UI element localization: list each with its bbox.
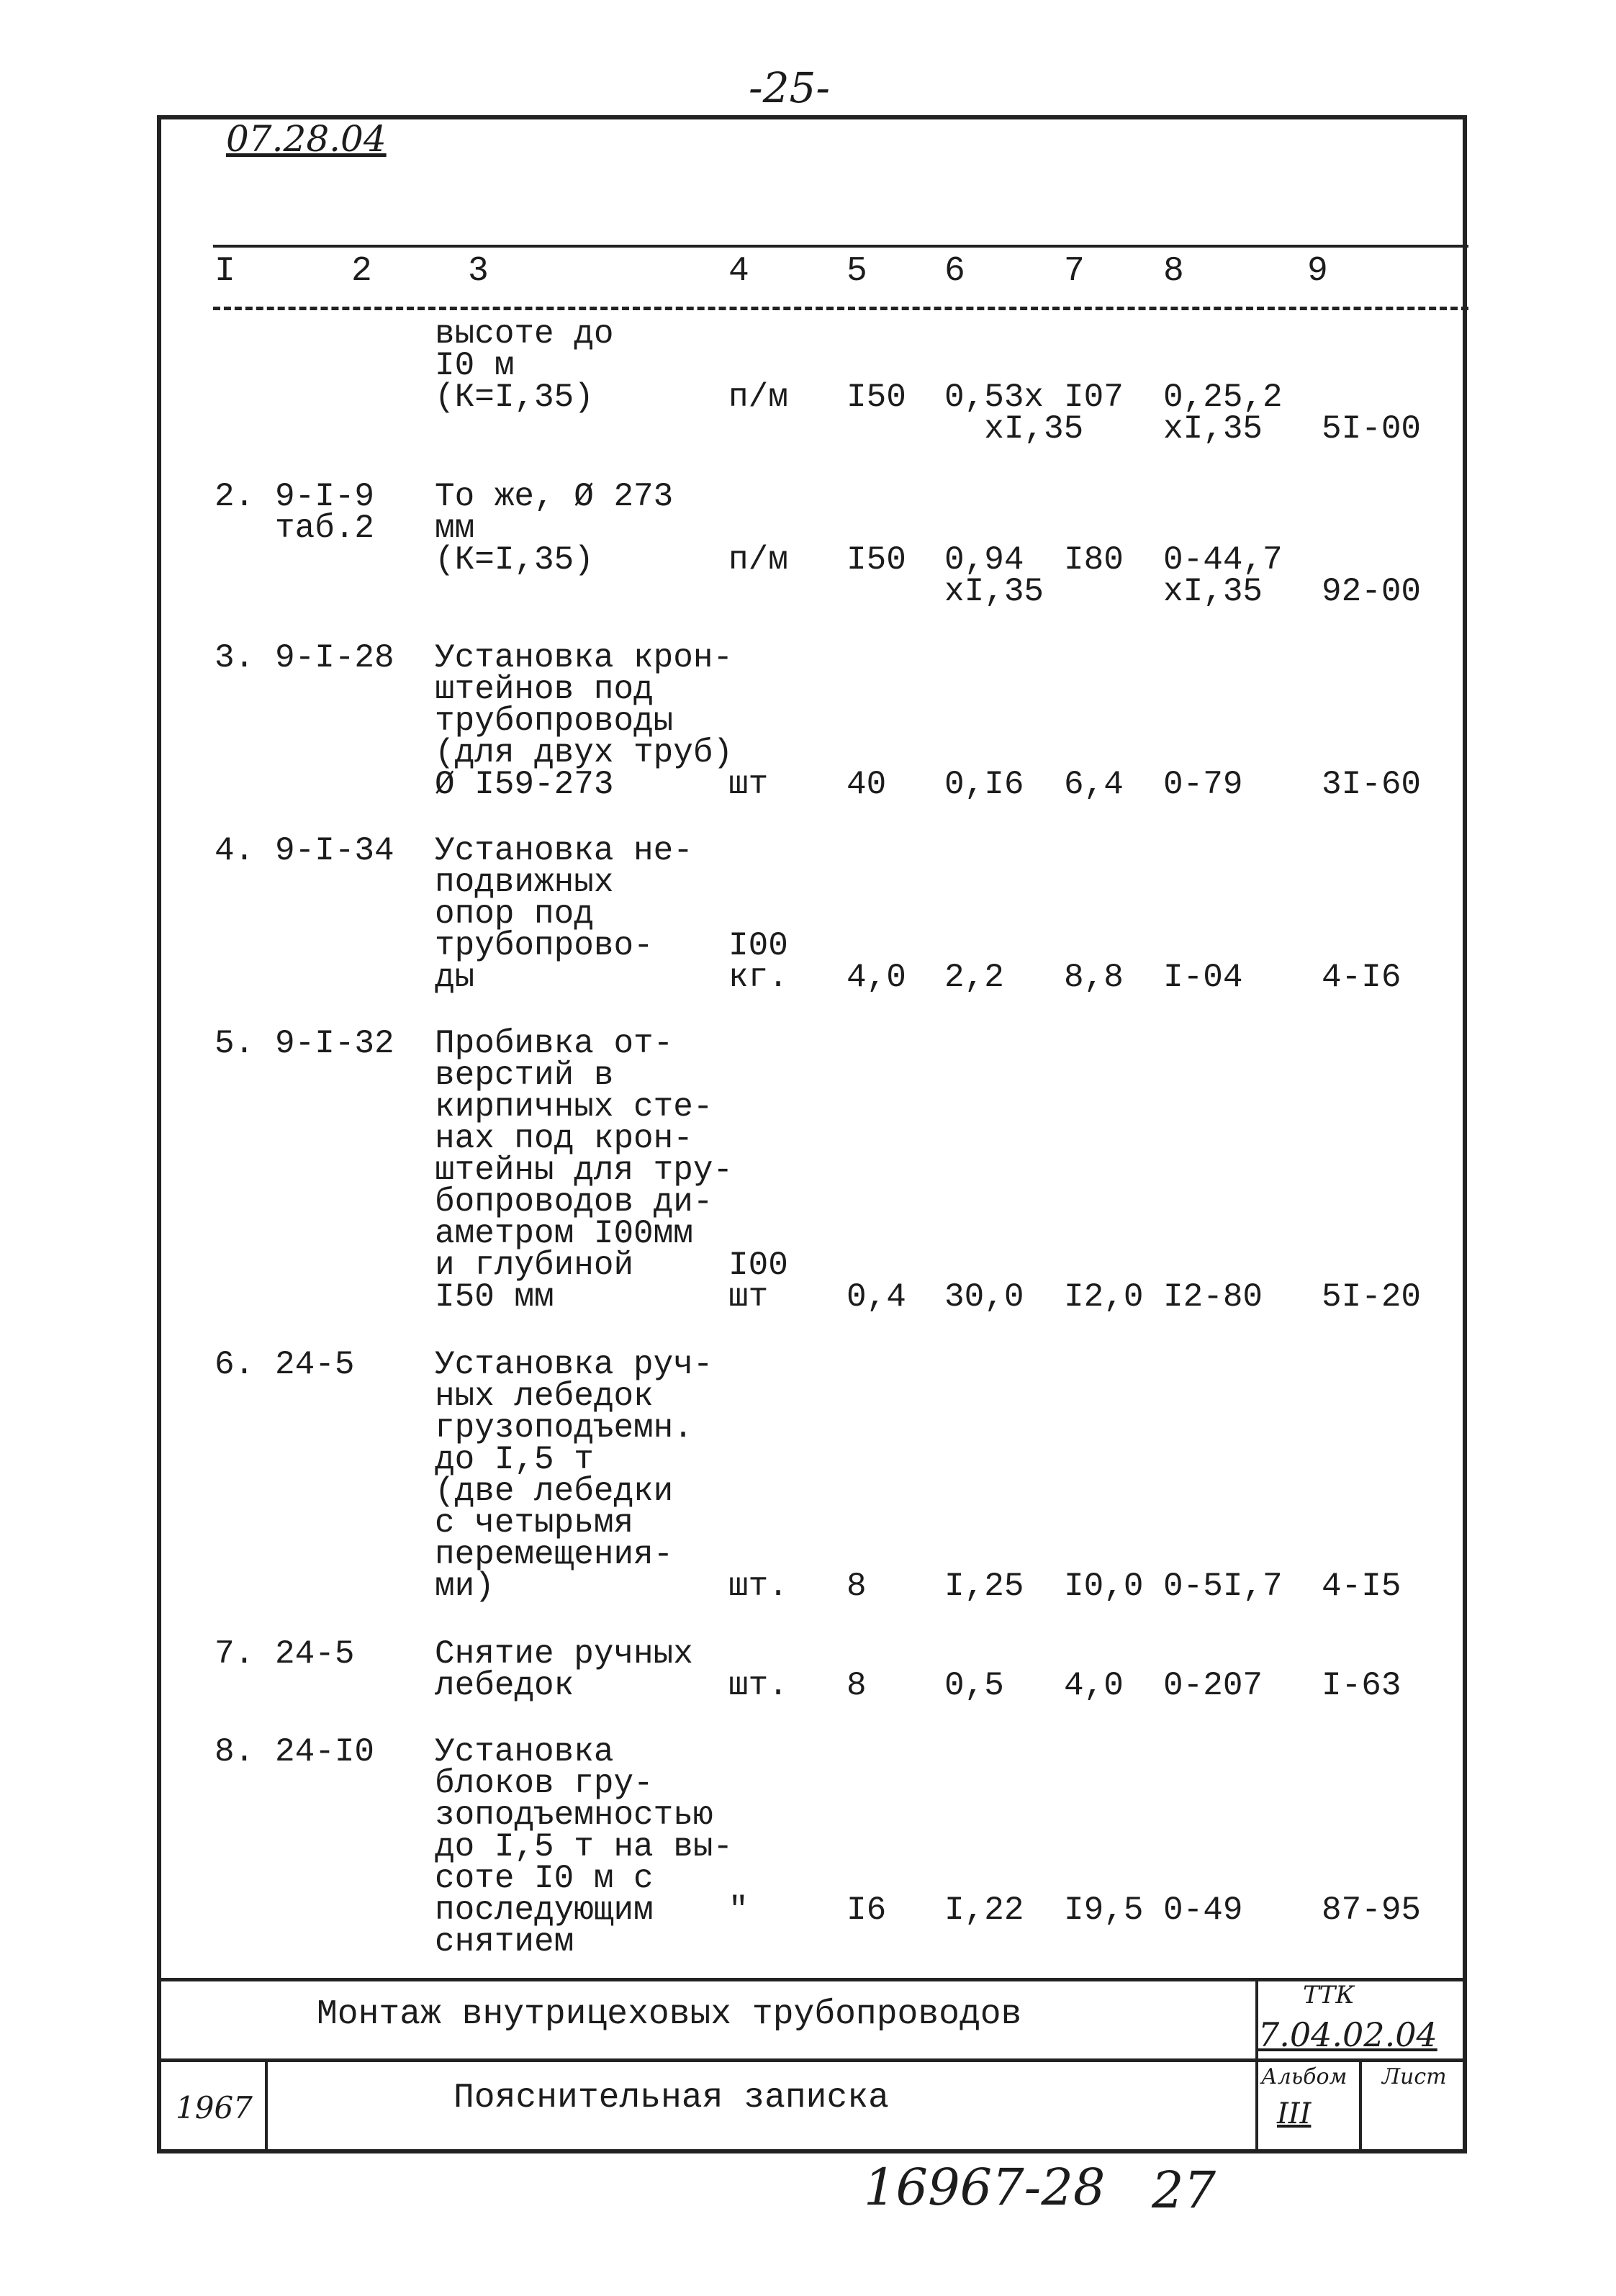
stamp-year: 1967 <box>176 2090 253 2125</box>
header-dashed-rule <box>213 307 1468 310</box>
row-unit: I00 шт <box>728 1247 788 1316</box>
row-price: 0-207 <box>1163 1667 1263 1704</box>
row-unit: " <box>728 1892 749 1929</box>
row-quantity: I50 <box>847 541 906 579</box>
row-sum: 4-I6 <box>1322 959 1401 996</box>
document-code: 07.28.04 <box>226 118 387 160</box>
row-sum: 92-00 <box>1322 573 1422 610</box>
row-sum: 5I-00 <box>1322 410 1422 448</box>
row-description: То же, Ø 273 мм (К=I,35) <box>435 478 674 579</box>
column-header-5: 5 <box>847 252 867 291</box>
row-unit: п/м <box>728 379 788 416</box>
row-quantity: 4,0 <box>847 959 906 996</box>
row-description: Пробивка от- верстий в кирпичных сте- нах под крон- штейны для тру- бопроводов ди- аметром I00мм и глубиной I50 мм <box>435 1025 733 1316</box>
row-norm: 2,2 <box>944 959 1004 996</box>
row-description: Установка крон- штейнов под трубопроводы (для двух труб) Ø I59-273 <box>435 639 733 803</box>
row-price: 0-44,7 хI,35 <box>1163 541 1283 610</box>
row-code: 9-I-32 <box>275 1025 394 1062</box>
row-number: 5. <box>215 1025 255 1062</box>
row-total: 4,0 <box>1064 1667 1124 1704</box>
row-number: 2. <box>215 478 255 515</box>
column-header-2: 2 <box>351 252 372 291</box>
row-total: I80 <box>1064 541 1124 579</box>
column-header-6: 6 <box>944 252 965 291</box>
row-number: 6. <box>215 1346 255 1383</box>
row-price: I2-80 <box>1163 1278 1263 1316</box>
stamp-document-number: 7.04.02.04 <box>1258 2015 1437 2054</box>
row-total: 6,4 <box>1064 766 1124 803</box>
stamp-album-label: Альбом <box>1261 2064 1348 2089</box>
row-norm: 30,0 <box>944 1278 1024 1316</box>
row-norm: 0,5 <box>944 1667 1004 1704</box>
row-sum: 87-95 <box>1322 1892 1422 1929</box>
row-sum: 3I-60 <box>1322 766 1422 803</box>
row-norm: 0,94 хI,35 <box>944 541 1044 610</box>
row-total: 8,8 <box>1064 959 1124 996</box>
row-unit: п/м <box>728 541 788 579</box>
stamp-divider <box>265 2058 268 2151</box>
row-number: 4. <box>215 832 255 869</box>
row-description: Снятие ручных лебедок <box>435 1635 693 1704</box>
row-number: 8. <box>215 1733 255 1771</box>
row-number: 3. <box>215 639 255 677</box>
row-code: 9-I-34 <box>275 832 394 869</box>
row-sum: 4-I5 <box>1322 1568 1401 1605</box>
column-header-3: 3 <box>468 252 489 291</box>
stamp-middle-rule <box>157 2058 1467 2062</box>
row-code: 24-5 <box>275 1346 355 1383</box>
row-quantity: 40 <box>847 766 887 803</box>
row-norm: I,25 <box>944 1568 1024 1605</box>
row-description: Установка не- подвижных опор под трубопрово- ды <box>435 832 693 996</box>
stamp-album-value: III <box>1277 2097 1312 2130</box>
row-code: 9-I-28 <box>275 639 394 677</box>
row-norm: 0,I6 <box>944 766 1024 803</box>
stamp-title: Монтаж внутрицеховых трубопроводов <box>317 1995 1022 2034</box>
row-code: 24-I0 <box>275 1733 375 1771</box>
stamp-divider <box>1255 1978 1258 2151</box>
row-code: 24-5 <box>275 1635 355 1673</box>
column-header-4: 4 <box>728 252 749 291</box>
row-unit: шт <box>728 766 769 803</box>
row-norm: 0,53х хI,35 <box>944 379 1084 448</box>
row-price: 0-79 <box>1163 766 1243 803</box>
column-header-7: 7 <box>1064 252 1085 291</box>
table-top-rule <box>213 245 1468 248</box>
stamp-subtitle: Пояснительная записка <box>453 2079 889 2118</box>
row-price: 0-5I,7 <box>1163 1568 1283 1605</box>
row-sum: I-63 <box>1322 1667 1401 1704</box>
footer-archive-number: 16967-28 <box>864 2158 1106 2217</box>
row-total: I2,0 <box>1064 1278 1144 1316</box>
row-price: I-04 <box>1163 959 1243 996</box>
row-number: 7. <box>215 1635 255 1673</box>
row-code: 9-I-9 таб.2 <box>275 478 375 547</box>
row-total: I0,0 <box>1064 1568 1144 1605</box>
stamp-top-rule <box>157 1978 1467 1981</box>
row-quantity: I50 <box>847 379 906 416</box>
row-price: 0,25,2 хI,35 <box>1163 379 1283 448</box>
row-sum: 5I-20 <box>1322 1278 1422 1316</box>
row-quantity: 8 <box>847 1568 867 1605</box>
stamp-divider <box>1359 2058 1362 2151</box>
row-unit: шт. <box>728 1667 788 1704</box>
row-quantity: 8 <box>847 1667 867 1704</box>
column-header-1: I <box>215 252 235 291</box>
row-total: I07 <box>1064 379 1124 416</box>
row-quantity: 0,4 <box>847 1278 906 1316</box>
column-header-8: 8 <box>1163 252 1184 291</box>
stamp-sheet-label: Лист <box>1382 2064 1447 2089</box>
row-unit: I00 кг. <box>728 927 788 996</box>
stamp-ttk-label: ТТК <box>1303 1981 1355 2010</box>
row-total: I9,5 <box>1064 1892 1144 1929</box>
row-description: Установка блоков гру- зоподъемностью до I,5 т на вы- соте I0 м с последующим снятием <box>435 1733 733 1961</box>
row-unit: шт. <box>728 1568 788 1605</box>
row-quantity: I6 <box>847 1892 887 1929</box>
page-number: -25- <box>749 63 830 112</box>
column-header-9: 9 <box>1307 252 1328 291</box>
row-description: Установка руч- ных лебедок грузоподъемн. до I,5 т (две лебедки с четырьмя перемещения- ми) <box>435 1346 713 1605</box>
row-description: высоте до I0 м (К=I,35) <box>435 315 614 416</box>
row-price: 0-49 <box>1163 1892 1243 1929</box>
row-norm: I,22 <box>944 1892 1024 1929</box>
footer-sheet-number: 27 <box>1152 2161 1216 2220</box>
